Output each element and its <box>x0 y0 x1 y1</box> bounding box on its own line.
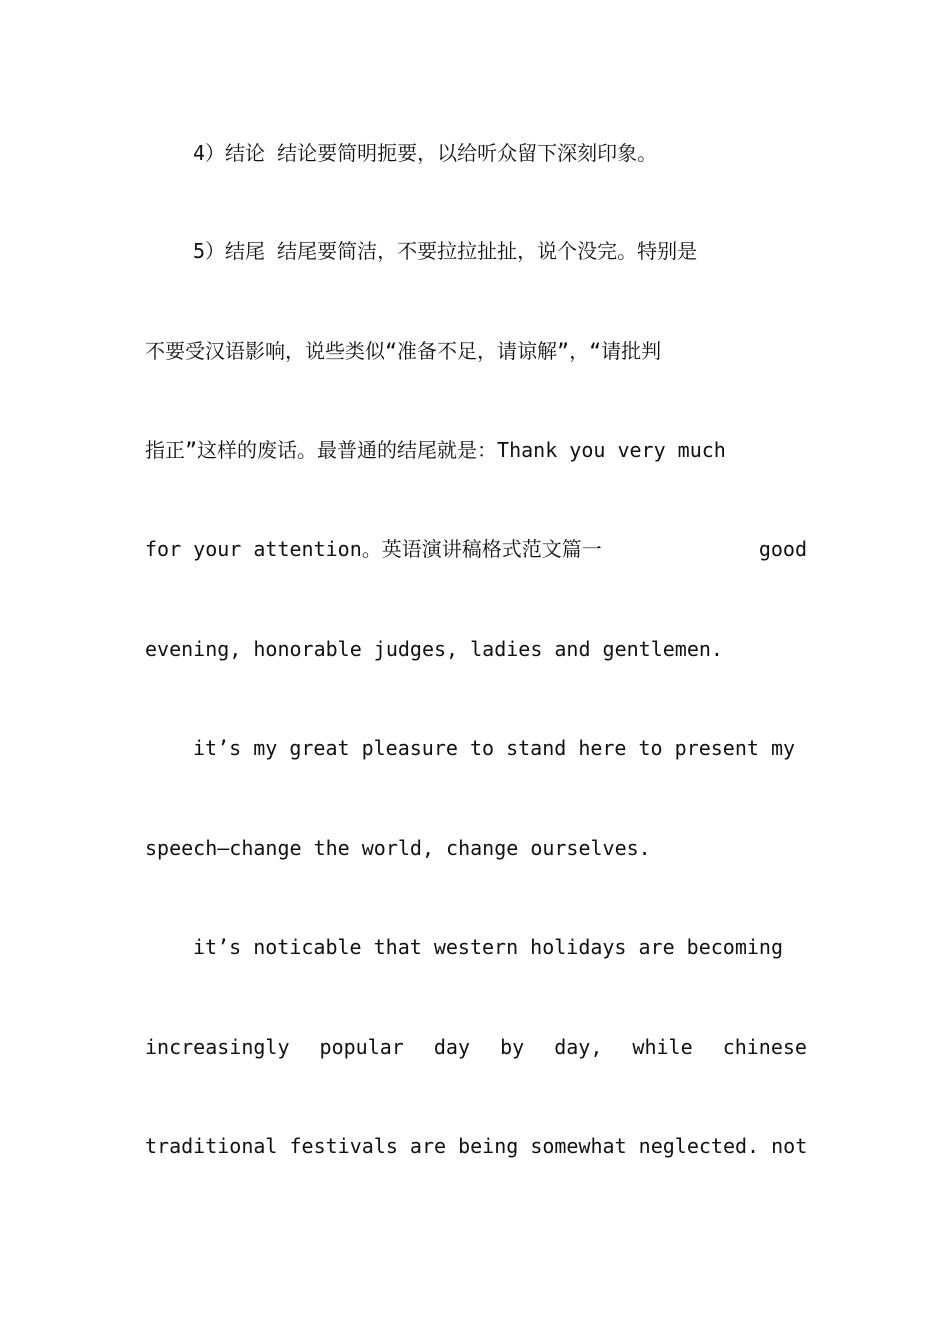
paragraph-line: evening, honorable judges, ladies and gentlemen. <box>145 637 723 661</box>
paragraph-line: 4）结论 结论要简明扼要，以给听众留下深刻印象。 <box>193 141 658 165</box>
paragraph-line: 5）结尾 结尾要简洁，不要拉拉扯扯，说个没完。特别是 <box>193 239 698 263</box>
paragraph-line-justified <box>145 1030 807 1064</box>
justified-word: day <box>433 1035 471 1059</box>
justified-word: by <box>500 1035 525 1059</box>
justified-word: chinese <box>722 1035 807 1059</box>
justified-word: increasingly <box>145 1035 290 1059</box>
justified-word: day, <box>554 1035 603 1059</box>
paragraph-line-text: for your attention。英语演讲稿格式范文篇一 <box>145 537 602 561</box>
justified-word: while <box>632 1035 693 1059</box>
paragraph-line: 指正”这样的废话。最普通的结尾就是：Thank you very much <box>145 438 726 462</box>
paragraph-line: it’s noticable that western holidays are becoming <box>193 935 784 959</box>
justified-word: popular <box>319 1035 404 1059</box>
paragraph-line-word: good <box>758 537 807 561</box>
paragraph-line: traditional festivals are being somewhat neglected. not <box>145 1134 808 1158</box>
paragraph-line: speech—change the world, change ourselves. <box>145 836 651 860</box>
paragraph-line: 不要受汉语影响，说些类似“准备不足，请谅解”，“请批判 <box>145 339 662 363</box>
paragraph-line: it’s my great pleasure to stand here to present my <box>193 736 796 760</box>
paragraph-line <box>145 532 807 566</box>
